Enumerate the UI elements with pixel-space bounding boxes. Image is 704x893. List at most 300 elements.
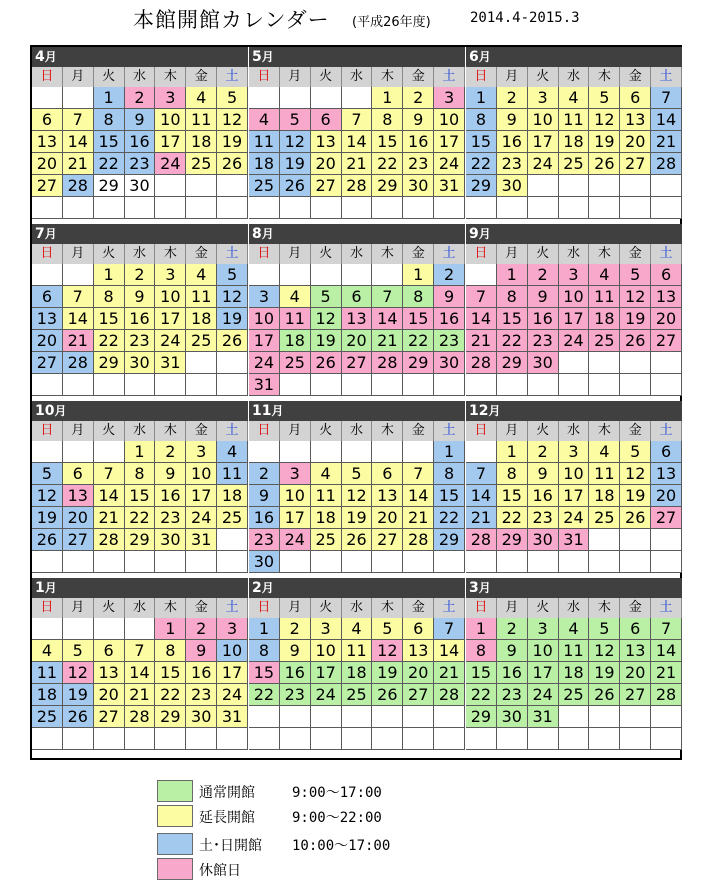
empty-day-cell <box>620 197 651 219</box>
day-cell: 22 <box>94 330 125 352</box>
weekday-label: 土 <box>217 244 248 264</box>
day-cell: 6 <box>32 286 63 308</box>
day-cell: 28 <box>125 706 156 728</box>
day-cell: 19 <box>620 308 651 330</box>
day-cell: 26 <box>620 507 651 529</box>
day-cell: 7 <box>94 463 125 485</box>
day-cell: 1 <box>434 441 465 463</box>
day-cell: 14 <box>651 109 682 131</box>
day-cell: 5 <box>589 618 620 640</box>
day-cell: 15 <box>94 308 125 330</box>
day-cell: 29 <box>94 175 125 197</box>
empty-day-cell <box>372 197 403 219</box>
day-cell: 18 <box>589 308 620 330</box>
empty-day-cell <box>559 175 590 197</box>
empty-day-cell <box>249 728 280 750</box>
day-cell: 22 <box>497 330 528 352</box>
day-cell: 14 <box>466 485 497 507</box>
day-cell: 7 <box>466 463 497 485</box>
weekday-label: 土 <box>434 421 465 441</box>
empty-day-cell <box>63 618 94 640</box>
day-cell: 12 <box>311 308 342 330</box>
day-cell: 20 <box>94 684 125 706</box>
weekday-label: 土 <box>651 421 682 441</box>
weekday-label: 月 <box>63 421 94 441</box>
day-cell: 22 <box>466 684 497 706</box>
empty-day-cell <box>280 728 311 750</box>
day-cell: 23 <box>497 153 528 175</box>
day-cell: 20 <box>32 330 63 352</box>
day-cell: 15 <box>466 662 497 684</box>
day-cell: 11 <box>559 109 590 131</box>
day-cell: 12 <box>589 109 620 131</box>
day-cell: 29 <box>466 706 497 728</box>
day-cell: 1 <box>94 264 125 286</box>
month-number: 5 <box>252 49 262 65</box>
day-cell: 26 <box>32 529 63 551</box>
day-cell: 26 <box>217 330 248 352</box>
weekday-label: 金 <box>403 67 434 87</box>
empty-day-cell <box>342 197 373 219</box>
day-cell: 1 <box>466 618 497 640</box>
day-cell: 30 <box>497 706 528 728</box>
empty-day-cell <box>559 706 590 728</box>
day-cell: 11 <box>249 131 280 153</box>
day-cell: 30 <box>249 551 280 573</box>
day-cell: 9 <box>434 286 465 308</box>
day-cell: 14 <box>94 485 125 507</box>
day-cell: 10 <box>155 109 186 131</box>
empty-day-cell <box>32 87 63 109</box>
empty-day-cell <box>372 728 403 750</box>
day-cell: 16 <box>125 308 156 330</box>
empty-day-cell <box>589 352 620 374</box>
legend-swatch-regular <box>157 780 193 802</box>
weekday-label: 月 <box>63 67 94 87</box>
day-cell: 4 <box>589 441 620 463</box>
day-cell: 31 <box>249 374 280 396</box>
day-cell: 1 <box>372 87 403 109</box>
day-cell: 23 <box>280 684 311 706</box>
day-cell: 13 <box>651 463 682 485</box>
day-cell: 9 <box>280 640 311 662</box>
day-cell: 28 <box>466 352 497 374</box>
empty-day-cell <box>311 441 342 463</box>
day-cell: 30 <box>125 352 156 374</box>
month-number: 8 <box>252 226 262 242</box>
empty-day-cell <box>528 175 559 197</box>
day-cell: 1 <box>94 87 125 109</box>
empty-day-cell <box>372 374 403 396</box>
empty-day-cell <box>94 374 125 396</box>
day-cell: 19 <box>32 507 63 529</box>
day-cell: 12 <box>280 131 311 153</box>
day-cell: 16 <box>528 485 559 507</box>
day-cell: 20 <box>32 153 63 175</box>
day-cell: 12 <box>32 485 63 507</box>
empty-day-cell <box>434 706 465 728</box>
day-cell: 29 <box>497 352 528 374</box>
day-cell: 19 <box>589 131 620 153</box>
empty-day-cell <box>651 175 682 197</box>
day-cell: 8 <box>125 463 156 485</box>
day-cell: 8 <box>94 286 125 308</box>
legend-hours-extended: 9:00～22:00 <box>292 810 382 826</box>
empty-day-cell <box>217 529 248 551</box>
day-cell: 16 <box>125 131 156 153</box>
day-cell: 11 <box>186 109 217 131</box>
month-suffix: 月 <box>478 581 491 595</box>
day-cell: 23 <box>125 153 156 175</box>
empty-day-cell <box>528 374 559 396</box>
month-suffix: 月 <box>44 227 57 241</box>
day-cell: 4 <box>217 441 248 463</box>
weekday-label: 木 <box>589 598 620 618</box>
weekday-label: 火 <box>528 67 559 87</box>
day-cell: 1 <box>466 87 497 109</box>
month-block-9 <box>466 224 682 401</box>
day-cell: 7 <box>434 618 465 640</box>
legend-label-extended: 延長開館 <box>199 810 255 826</box>
day-cell: 23 <box>528 330 559 352</box>
empty-day-cell <box>311 197 342 219</box>
day-cell: 3 <box>155 87 186 109</box>
day-cell: 3 <box>249 286 280 308</box>
day-cell: 10 <box>528 109 559 131</box>
day-cell: 10 <box>559 286 590 308</box>
day-cell: 17 <box>311 662 342 684</box>
day-cell: 18 <box>311 507 342 529</box>
weekday-label: 月 <box>497 421 528 441</box>
weekday-label: 月 <box>280 244 311 264</box>
empty-day-cell <box>32 197 63 219</box>
day-cell: 6 <box>32 109 63 131</box>
empty-day-cell <box>186 175 217 197</box>
weekday-label: 土 <box>651 67 682 87</box>
month-block-7 <box>32 224 248 401</box>
legend-label-closed: 休館日 <box>199 863 241 879</box>
day-cell: 15 <box>403 308 434 330</box>
page-title: 本館開館カレンダー <box>133 8 330 32</box>
weekday-label: 金 <box>403 244 434 264</box>
day-cell: 27 <box>311 175 342 197</box>
day-cell: 6 <box>620 618 651 640</box>
weekday-label: 月 <box>497 67 528 87</box>
month-suffix: 月 <box>478 227 491 241</box>
day-cell: 18 <box>217 485 248 507</box>
weekday-label: 火 <box>528 244 559 264</box>
day-cell: 4 <box>559 87 590 109</box>
day-cell: 25 <box>249 175 280 197</box>
day-cell: 14 <box>342 131 373 153</box>
empty-day-cell <box>466 264 497 286</box>
day-cell: 28 <box>651 153 682 175</box>
empty-day-cell <box>620 175 651 197</box>
empty-day-cell <box>559 374 590 396</box>
day-cell: 1 <box>125 441 156 463</box>
day-cell: 30 <box>497 175 528 197</box>
weekday-label: 日 <box>466 244 497 264</box>
weekday-label: 月 <box>280 67 311 87</box>
day-cell: 10 <box>559 463 590 485</box>
empty-day-cell <box>434 551 465 573</box>
weekday-label: 月 <box>280 598 311 618</box>
day-cell: 14 <box>403 485 434 507</box>
day-cell: 10 <box>217 640 248 662</box>
day-cell: 16 <box>528 308 559 330</box>
weekday-label: 土 <box>217 421 248 441</box>
day-cell: 21 <box>63 330 94 352</box>
day-cell: 14 <box>63 308 94 330</box>
day-cell: 25 <box>589 507 620 529</box>
month-header-3 <box>466 578 682 598</box>
day-cell: 2 <box>497 618 528 640</box>
day-cell: 30 <box>403 175 434 197</box>
empty-day-cell <box>589 706 620 728</box>
weekday-label: 土 <box>217 67 248 87</box>
day-cell: 9 <box>155 463 186 485</box>
month-block-4 <box>32 47 248 224</box>
day-cell: 6 <box>372 463 403 485</box>
day-cell: 16 <box>155 485 186 507</box>
weekday-label: 木 <box>589 67 620 87</box>
weekday-label: 金 <box>620 67 651 87</box>
empty-day-cell <box>63 374 94 396</box>
day-cell: 18 <box>342 662 373 684</box>
day-cell: 5 <box>620 264 651 286</box>
day-cell: 30 <box>434 352 465 374</box>
empty-day-cell <box>589 374 620 396</box>
day-cell: 25 <box>186 330 217 352</box>
day-cell: 14 <box>63 131 94 153</box>
day-cell: 10 <box>249 308 280 330</box>
weekday-label: 日 <box>249 598 280 618</box>
month-suffix: 月 <box>271 404 284 418</box>
weekday-label: 火 <box>94 598 125 618</box>
day-cell: 18 <box>186 131 217 153</box>
day-cell: 16 <box>186 662 217 684</box>
day-cell: 27 <box>403 684 434 706</box>
date-range-label: 2014.4-2015.3 <box>470 10 580 26</box>
day-cell: 9 <box>125 109 156 131</box>
day-cell: 19 <box>372 662 403 684</box>
month-header-8 <box>249 224 465 244</box>
empty-day-cell <box>342 706 373 728</box>
day-cell: 14 <box>125 662 156 684</box>
empty-day-cell <box>434 197 465 219</box>
day-cell: 21 <box>372 330 403 352</box>
month-header-6 <box>466 47 682 67</box>
month-header-5 <box>249 47 465 67</box>
day-cell: 24 <box>280 529 311 551</box>
day-cell: 8 <box>372 109 403 131</box>
day-cell: 24 <box>217 684 248 706</box>
day-cell: 5 <box>342 463 373 485</box>
empty-day-cell <box>280 264 311 286</box>
weekday-label: 水 <box>125 598 156 618</box>
weekday-label: 木 <box>372 598 403 618</box>
legend-label-regular: 通常開館 <box>199 785 255 801</box>
day-cell: 5 <box>217 87 248 109</box>
day-cell: 3 <box>528 618 559 640</box>
day-cell: 28 <box>63 352 94 374</box>
day-cell: 28 <box>63 175 94 197</box>
day-cell: 28 <box>372 352 403 374</box>
empty-day-cell <box>63 87 94 109</box>
month-block-8 <box>249 224 465 401</box>
month-block-10 <box>32 401 248 578</box>
day-cell: 17 <box>528 131 559 153</box>
empty-day-cell <box>32 618 63 640</box>
day-cell: 26 <box>620 330 651 352</box>
day-cell: 19 <box>217 308 248 330</box>
day-cell: 22 <box>434 507 465 529</box>
day-cell: 19 <box>280 153 311 175</box>
month-number: 6 <box>469 49 479 65</box>
weekday-label: 月 <box>63 598 94 618</box>
day-cell: 10 <box>311 640 342 662</box>
day-cell: 6 <box>342 286 373 308</box>
day-cell: 27 <box>651 507 682 529</box>
day-cell: 20 <box>620 662 651 684</box>
day-cell: 20 <box>651 308 682 330</box>
day-cell: 24 <box>311 684 342 706</box>
empty-day-cell <box>280 441 311 463</box>
month-block-5 <box>249 47 465 224</box>
empty-day-cell <box>217 175 248 197</box>
legend-swatch-closed <box>157 858 193 880</box>
day-cell: 13 <box>620 109 651 131</box>
day-cell: 19 <box>589 662 620 684</box>
empty-day-cell <box>651 374 682 396</box>
weekday-label: 月 <box>63 244 94 264</box>
weekday-label: 日 <box>466 421 497 441</box>
day-cell: 29 <box>125 529 156 551</box>
day-cell: 25 <box>311 529 342 551</box>
day-cell: 28 <box>94 529 125 551</box>
empty-day-cell <box>651 728 682 750</box>
empty-day-cell <box>94 618 125 640</box>
empty-day-cell <box>32 374 63 396</box>
day-cell: 5 <box>311 286 342 308</box>
day-cell: 3 <box>311 618 342 640</box>
day-cell: 3 <box>217 618 248 640</box>
day-cell: 7 <box>63 109 94 131</box>
day-cell: 22 <box>466 153 497 175</box>
day-cell: 20 <box>342 330 373 352</box>
day-cell: 25 <box>559 153 590 175</box>
weekday-label: 金 <box>186 598 217 618</box>
day-cell: 27 <box>32 175 63 197</box>
empty-day-cell <box>342 441 373 463</box>
weekday-label: 金 <box>186 421 217 441</box>
day-cell: 10 <box>528 640 559 662</box>
month-block-11 <box>249 401 465 578</box>
empty-day-cell <box>372 441 403 463</box>
day-cell: 10 <box>434 109 465 131</box>
day-cell: 24 <box>528 153 559 175</box>
day-cell: 20 <box>403 662 434 684</box>
empty-day-cell <box>651 197 682 219</box>
day-cell: 9 <box>403 109 434 131</box>
day-cell: 25 <box>342 684 373 706</box>
day-cell: 30 <box>125 175 156 197</box>
day-cell: 20 <box>620 131 651 153</box>
weekday-label: 木 <box>589 244 620 264</box>
day-cell: 21 <box>466 507 497 529</box>
weekday-label: 木 <box>155 67 186 87</box>
month-block-1 <box>32 578 248 755</box>
empty-day-cell <box>94 441 125 463</box>
day-cell: 31 <box>155 352 186 374</box>
day-cell: 16 <box>403 131 434 153</box>
day-cell: 1 <box>249 618 280 640</box>
month-number: 1 <box>35 580 45 596</box>
legend-hours-weekend: 10:00～17:00 <box>292 838 391 854</box>
empty-day-cell <box>125 197 156 219</box>
day-cell: 22 <box>497 507 528 529</box>
weekday-label: 火 <box>311 67 342 87</box>
month-header-12 <box>466 401 682 421</box>
weekday-label: 水 <box>342 244 373 264</box>
empty-day-cell <box>651 352 682 374</box>
day-cell: 11 <box>559 640 590 662</box>
empty-day-cell <box>311 264 342 286</box>
empty-day-cell <box>249 197 280 219</box>
day-cell: 9 <box>497 640 528 662</box>
day-cell: 25 <box>217 507 248 529</box>
day-cell: 22 <box>94 153 125 175</box>
day-cell: 14 <box>434 640 465 662</box>
day-cell: 29 <box>403 352 434 374</box>
empty-day-cell <box>311 551 342 573</box>
day-cell: 7 <box>342 109 373 131</box>
day-cell: 27 <box>372 529 403 551</box>
empty-day-cell <box>280 551 311 573</box>
empty-day-cell <box>155 551 186 573</box>
day-cell: 12 <box>217 109 248 131</box>
day-cell: 5 <box>280 109 311 131</box>
day-cell: 2 <box>186 618 217 640</box>
empty-day-cell <box>559 352 590 374</box>
empty-day-cell <box>589 197 620 219</box>
day-cell: 17 <box>559 308 590 330</box>
month-block-6 <box>466 47 682 224</box>
day-cell: 23 <box>403 153 434 175</box>
day-cell: 1 <box>403 264 434 286</box>
day-cell: 5 <box>620 441 651 463</box>
weekday-label: 月 <box>497 244 528 264</box>
month-number: 10 <box>35 403 55 419</box>
day-cell: 16 <box>280 662 311 684</box>
weekday-label: 金 <box>403 421 434 441</box>
empty-day-cell <box>651 529 682 551</box>
day-cell: 15 <box>466 131 497 153</box>
day-cell: 12 <box>63 662 94 684</box>
day-cell: 9 <box>186 640 217 662</box>
month-number: 3 <box>469 580 479 596</box>
day-cell: 17 <box>528 662 559 684</box>
day-cell: 25 <box>589 330 620 352</box>
day-cell: 22 <box>155 684 186 706</box>
weekday-label: 木 <box>155 421 186 441</box>
weekday-label: 土 <box>217 598 248 618</box>
empty-day-cell <box>403 197 434 219</box>
day-cell: 9 <box>528 286 559 308</box>
day-cell: 17 <box>155 308 186 330</box>
weekday-label: 水 <box>125 421 156 441</box>
weekday-label: 火 <box>94 244 125 264</box>
